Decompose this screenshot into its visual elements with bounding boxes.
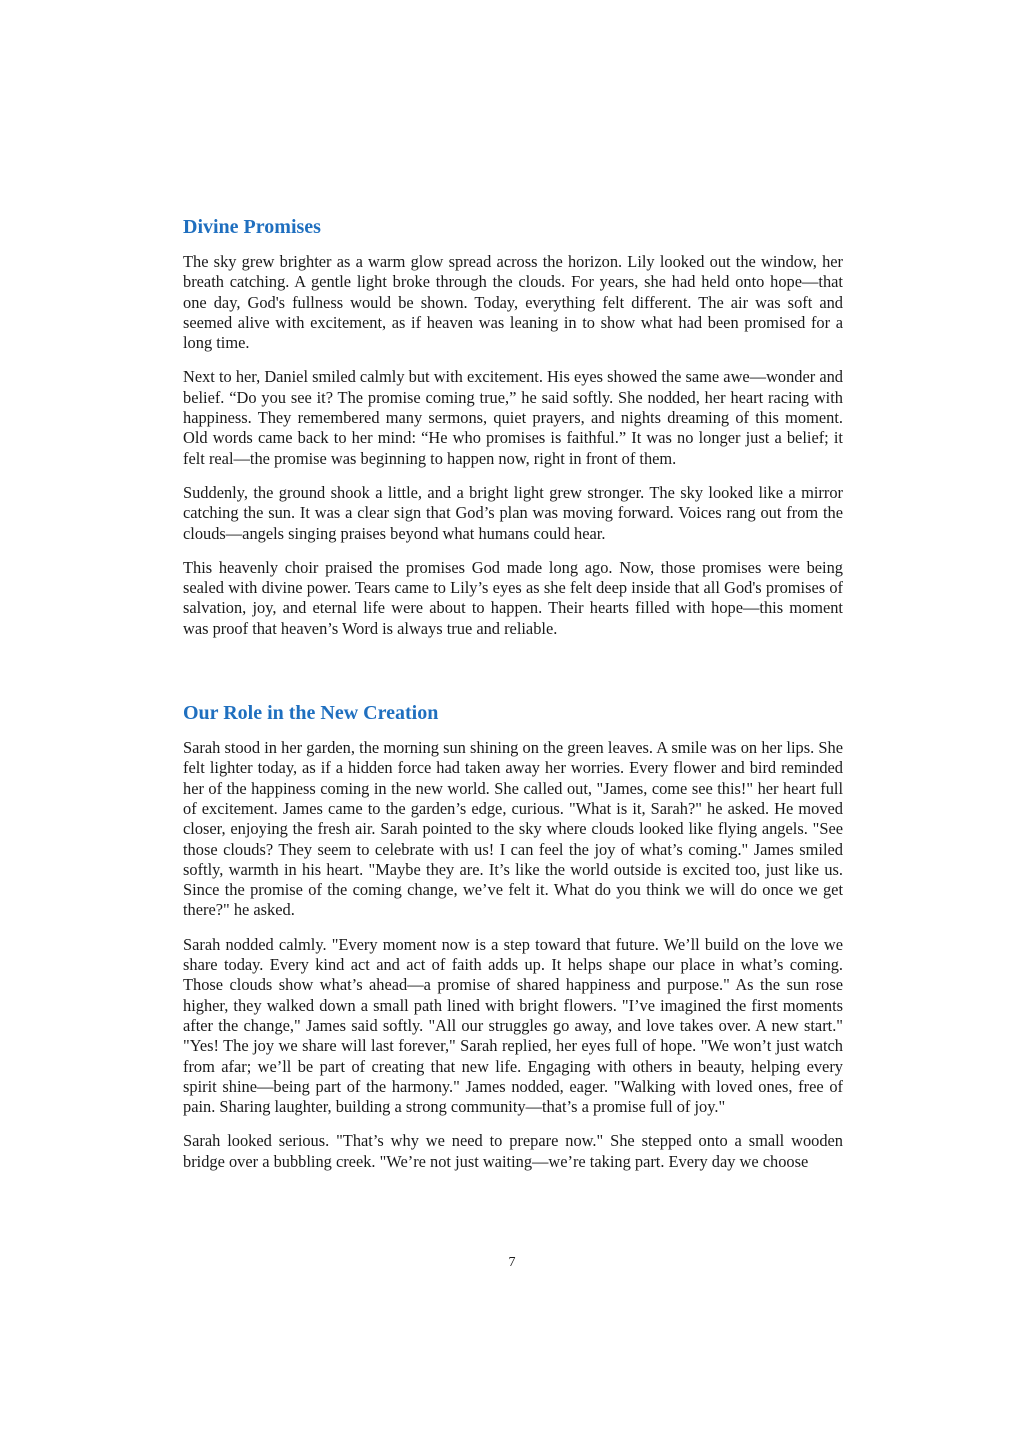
paragraph: The sky grew brighter as a warm glow spread across the horizon. Lily looked out the window, her breath catching. A gentle light broke through the clouds. For years, she had held onto hope—that one day, God's fullness would be shown. Today, everything felt different. The air was soft and seemed alive with excitement, as if heaven was leaning in to show what had been promised for a long time. bbox=[183, 252, 843, 353]
page-content bbox=[183, 215, 843, 1186]
paragraph: Sarah looked serious. "That’s why we need to prepare now." She stepped onto a small wooden bridge over a bubbling creek. "We’re not just waiting—we’re taking part. Every day we choose bbox=[183, 1131, 843, 1171]
paragraph: Sarah stood in her garden, the morning sun shining on the green leaves. A smile was on her lips. She felt lighter today, as if a hidden force had taken away her worries. Every flower and bird reminded her of the happiness coming in the new world. She called out, "James, come see this!" her heart full of excitement. James came to the garden’s edge, curious. "What is it, Sarah?" he asked. He moved closer, enjoying the fresh air. Sarah pointed to the sky where clouds looked like flying angels. "See those clouds? They seem to celebrate with us! I can feel the joy of what’s coming." James smiled softly, warmth in his heart. "Maybe they are. It’s like the world outside is excited too, just like us. Since the promise of the coming change, we’ve felt it. What do you think we will do once we get there?" he asked. bbox=[183, 738, 843, 920]
paragraph: Sarah nodded calmly. "Every moment now is a step toward that future. We’ll build on the love we share today. Every kind act and act of faith adds up. It helps shape our place in what’s coming. Those clouds show what’s ahead—a promise of shared happiness and purpose." As the sun rose higher, they walked down a small path lined with bright flowers. "I’ve imagined the first moments after the change," James said softly. "All our struggles go away, and love takes over. A new start." "Yes! The joy we share will last forever," Sarah replied, her eyes full of hope. "We won’t just watch from afar; we’ll be part of creating that new life. Engaging with others in beauty, helping every spirit shine—being part of the harmony." James nodded, eager. "Walking with loved ones, free of pain. Sharing laughter, building a strong community—that’s a promise full of joy." bbox=[183, 934, 843, 1117]
section-our-role-in-the-new-creation bbox=[183, 701, 843, 1172]
paragraph: Next to her, Daniel smiled calmly but with excitement. His eyes showed the same awe—wonder and belief. “Do you see it? The promise coming true,” he said softly. She nodded, her heart racing with happiness. They remembered many sermons, quiet prayers, and nights dreaming of this moment. Old words came back to her mind: “He who promises is faithful.” It was no longer just a belief; it felt real—the promise was beginning to happen now, right in front of them. bbox=[183, 367, 843, 468]
page-number: 7 bbox=[508, 1255, 516, 1270]
section-divine-promises bbox=[183, 215, 843, 639]
paragraph: Suddenly, the ground shook a little, and a bright light grew stronger. The sky looked like a mirror catching the sun. It was a clear sign that God’s plan was moving forward. Voices rang out from the clouds—angels singing praises beyond what humans could hear. bbox=[183, 482, 843, 543]
section-heading: Divine Promises bbox=[183, 216, 321, 238]
section-heading: Our Role in the New Creation bbox=[183, 702, 439, 725]
paragraph: This heavenly choir praised the promises God made long ago. Now, those promises were being sealed with divine power. Tears came to Lily’s eyes as she felt deep inside that all God's promises of salvation, joy, and eternal life were about to happen. Their hearts filled with hope—this moment was proof that heaven’s Word is always true and reliable. bbox=[183, 557, 843, 638]
